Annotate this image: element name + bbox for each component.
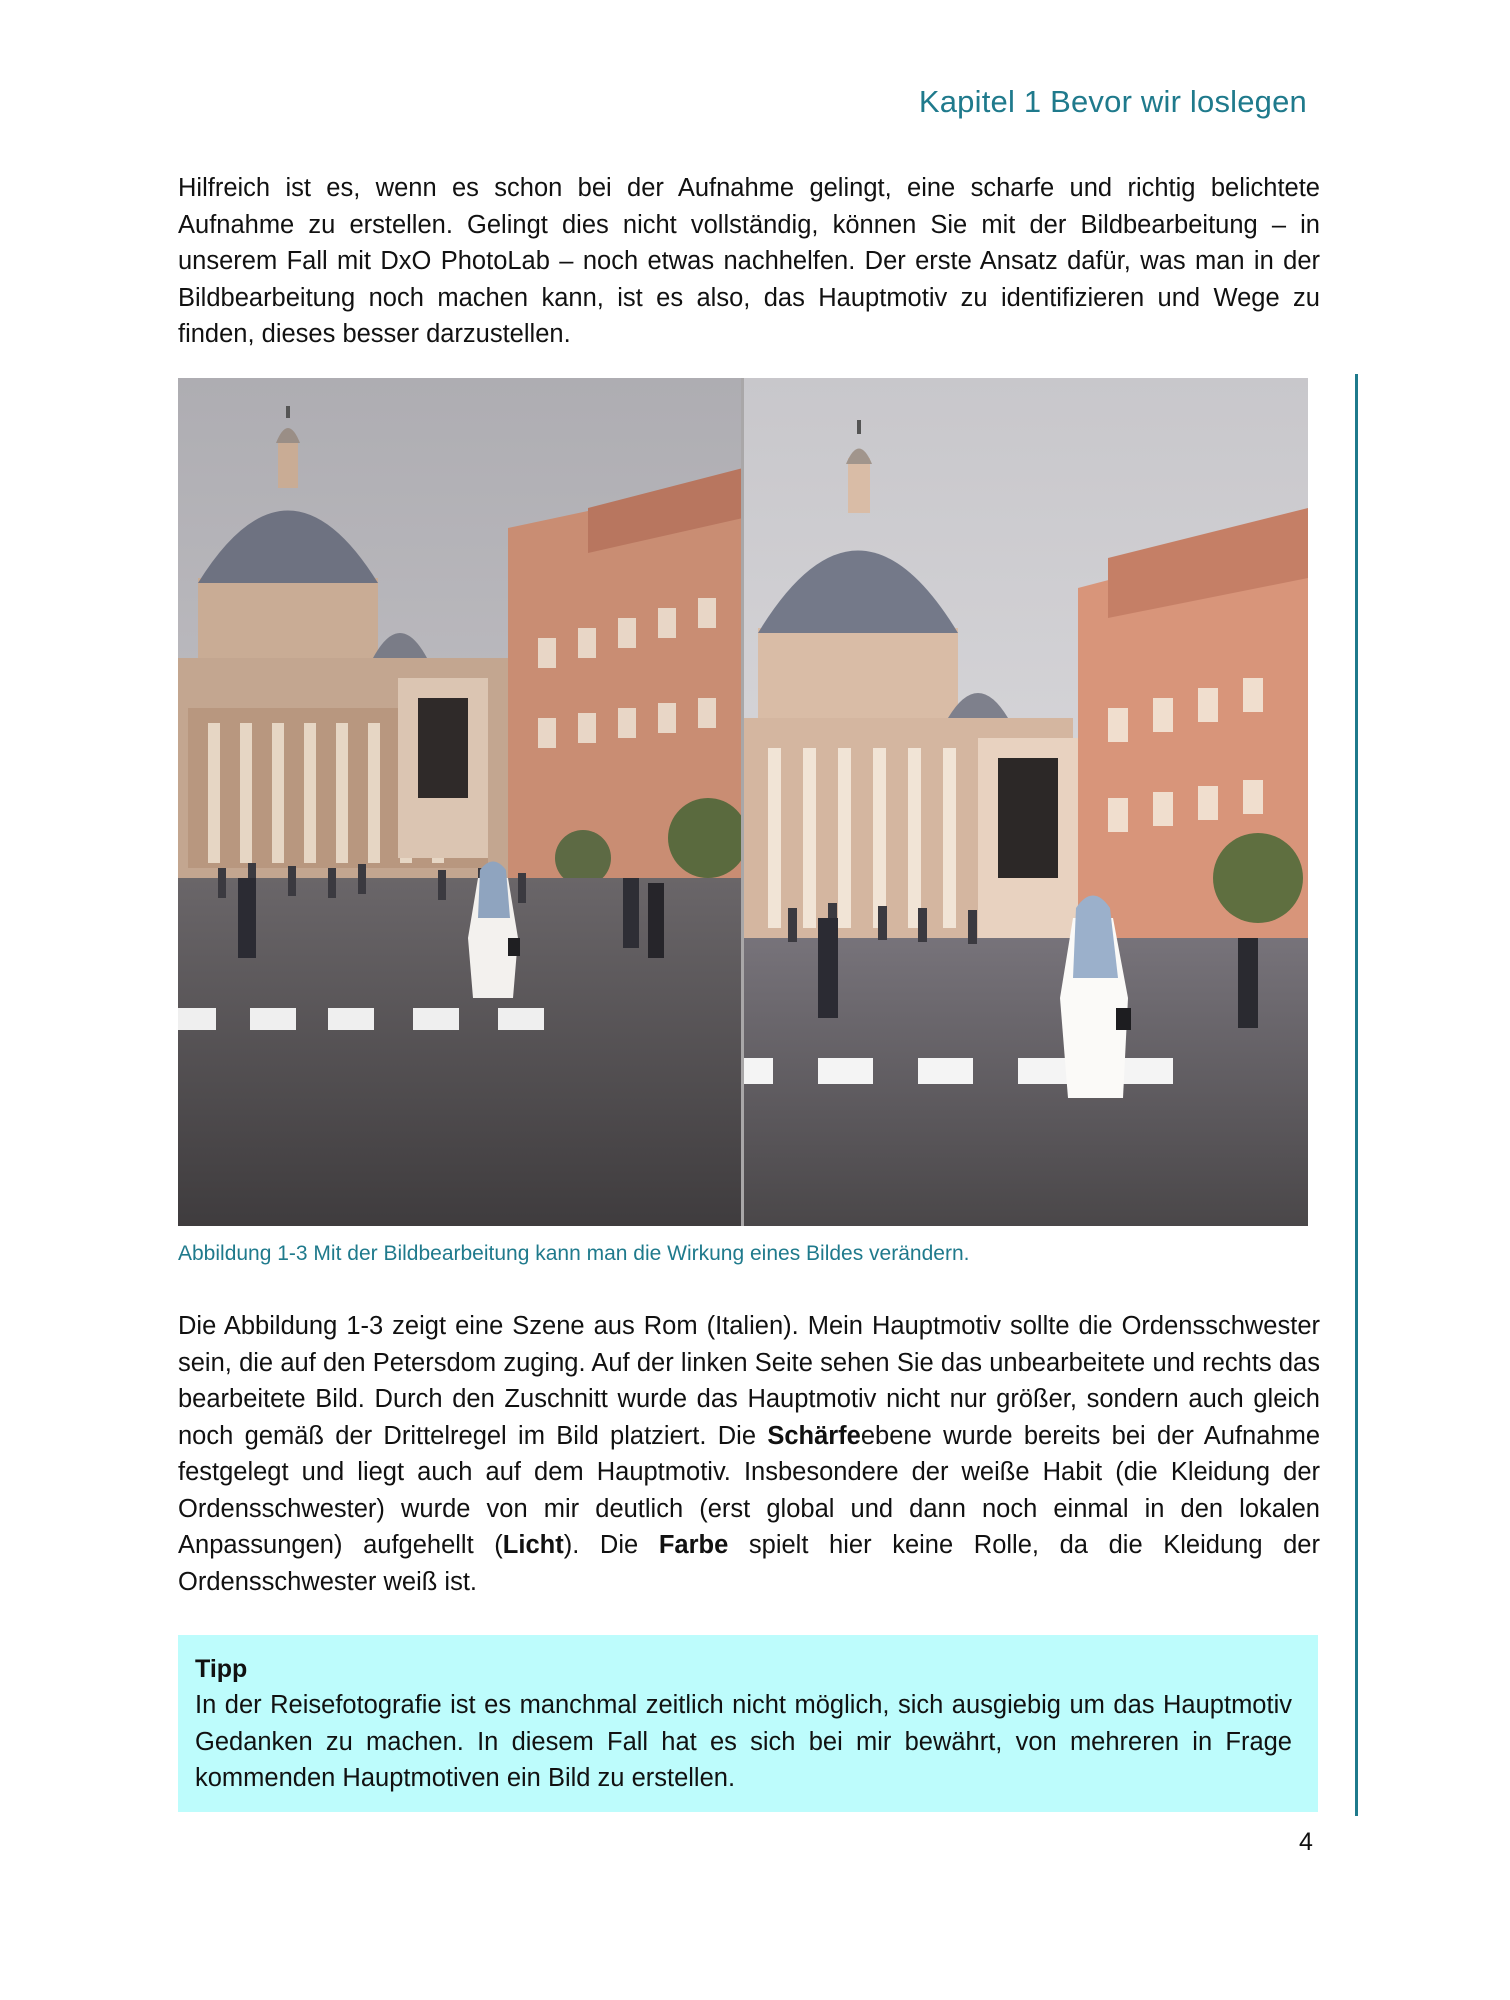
photo-right-processed [743,378,1308,1226]
term-farbe: Farbe [658,1531,729,1559]
body-paragraph [178,1308,1320,1600]
term-schaerfe: Schärfe [767,1421,861,1450]
page-number: 4 [1299,1828,1313,1856]
tip-box [178,1635,1318,1812]
body-text: ebene wurde bereits bei der Aufnahme festgelegt und liegt auch auf dem Hauptmotiv. Insbesondere der weiße Habit (die Kleidung der Ordensschwester) wurde von mir deutlich (erst global und dann noch einmal in den lokalen Anpassungen) aufgehellt ( [178,1421,1321,1559]
figure-caption: Abbildung 1-3 Mit der Bildbearbeitung kann man die Wirkung eines Bildes verändern. [178,1242,970,1265]
photo-comparison-image [178,378,1308,1226]
chapter-header: Kapitel 1 Bevor wir loslegen [918,84,1307,119]
figure-photo-comparison [178,378,1308,1226]
term-licht: Licht [502,1531,564,1559]
intro-paragraph: Hilfreich ist es, wenn es schon bei der Aufnahme gelingt, eine scharfe und richtig belichtete Aufnahme zu erstellen. Gelingt dies nicht vollständig, können Sie mit der Bildbearbeitung – in unserem Fall mit DxO PhotoLab – noch etwas nachhelfen. Der erste Ansatz dafür, was man in der Bildbearbeitung noch machen kann, ist es also, das Hauptmotiv zu identifizieren und Wege zu finden, dieses besser darzustellen. [178,174,1320,348]
photo-left-unprocessed [178,378,748,1226]
margin-rule [1355,374,1358,1816]
body-text: spielt hier keine Rolle, da die Kleidung der Ordensschwester weiß ist. [178,1531,1320,1596]
body-text: ). Die [563,1531,659,1559]
tip-title: Tipp [195,1655,248,1683]
body-text: Die Abbildung 1-3 zeigt eine Szene aus Rom (Italien). Mein Hauptmotiv sollte die Ordensschwester sein, die auf den Petersdom zuging. Auf der linken Seite sehen Sie das unbearbeitete und rechts das bearbeitete Bild. Durch den Zuschnitt wurde das Hauptmotiv nicht nur größer, sondern auch gleich noch gemäß der Drittelregel im Bild platziert. Die [178,1312,1320,1450]
tip-text: In der Reisefotografie ist es manchmal zeitlich nicht möglich, sich ausgiebig um das Hauptmotiv Gedanken zu machen. In diesem Fall hat es sich bei mir bewährt, von mehreren in Frage kommenden Hauptmotiven ein Bild zu erstellen. [195,1691,1292,1792]
